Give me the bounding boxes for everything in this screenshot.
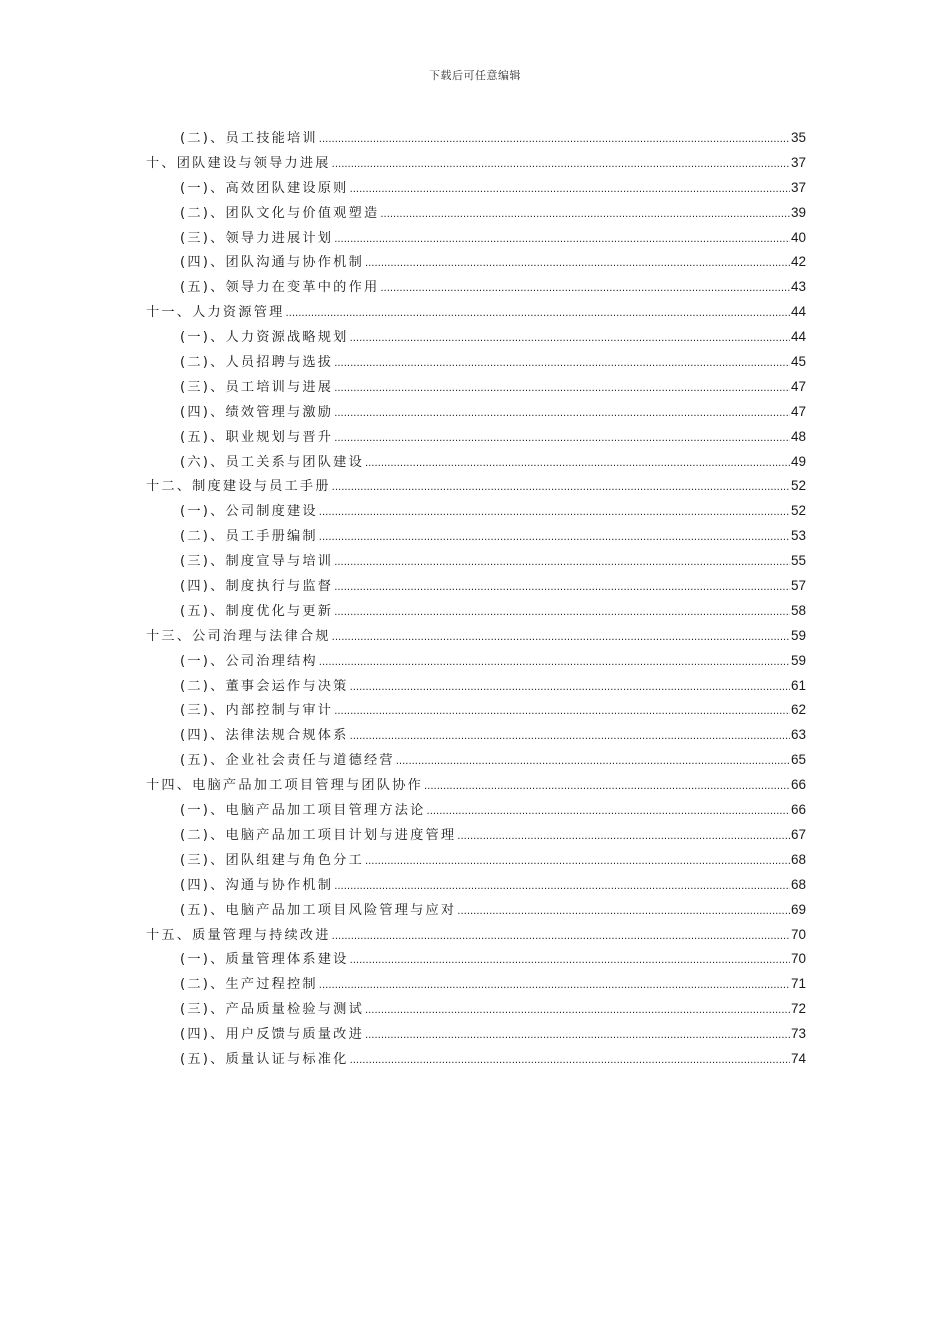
toc-page-number: 67 <box>790 826 806 842</box>
toc-dot-leader <box>365 999 790 1024</box>
toc-chapter-entry[interactable] <box>146 923 806 948</box>
toc-dot-leader <box>380 203 790 228</box>
toc-section-entry[interactable] <box>146 400 806 425</box>
toc-page-number: 71 <box>790 976 806 992</box>
toc-page-number: 45 <box>790 354 806 370</box>
toc-dot-leader <box>350 949 790 974</box>
toc-page-number: 42 <box>790 254 806 270</box>
toc-page-number: 59 <box>790 652 806 668</box>
toc-dot-leader <box>334 402 790 427</box>
toc-dot-leader <box>350 1049 790 1074</box>
toc-entry-title: (五)、质量认证与标准化 <box>180 1051 349 1067</box>
toc-entry-title: (五)、领导力在变革中的作用 <box>180 280 380 296</box>
toc-section-entry[interactable] <box>146 375 806 400</box>
toc-section-entry[interactable] <box>146 848 806 873</box>
toc-page-number: 69 <box>790 901 806 917</box>
toc-dot-leader <box>350 178 790 203</box>
toc-dot-leader <box>332 626 790 651</box>
toc-entry-title: (一)、高效团队建设原则 <box>180 180 349 196</box>
toc-section-entry[interactable] <box>146 674 806 699</box>
toc-dot-leader <box>286 302 790 327</box>
toc-entry-title: (四)、团队沟通与协作机制 <box>180 255 364 271</box>
toc-page-number: 68 <box>790 851 806 867</box>
toc-entry-title: (四)、用户反馈与质量改进 <box>180 1027 364 1043</box>
toc-entry-title: (三)、员工培训与进展 <box>180 379 334 395</box>
toc-entry-title: (一)、电脑产品加工项目管理方法论 <box>180 803 426 819</box>
toc-section-entry[interactable] <box>146 325 806 350</box>
toc-entry-title: (四)、法律法规合规体系 <box>180 728 349 744</box>
toc-dot-leader <box>334 576 790 601</box>
toc-dot-leader <box>334 700 790 725</box>
toc-entry-title: (四)、绩效管理与激励 <box>180 404 334 420</box>
toc-page-number: 58 <box>790 602 806 618</box>
toc-page-number: 73 <box>790 1026 806 1042</box>
toc-page-number: 48 <box>790 428 806 444</box>
toc-page-number: 70 <box>790 926 806 942</box>
toc-entry-title: (一)、人力资源战略规划 <box>180 330 349 346</box>
toc-entry-title: (二)、团队文化与价值观塑造 <box>180 205 380 221</box>
toc-section-entry[interactable] <box>146 997 806 1022</box>
toc-page-number: 66 <box>790 802 806 818</box>
toc-entry-title: (四)、制度执行与监督 <box>180 579 334 595</box>
toc-section-entry[interactable] <box>146 947 806 972</box>
toc-dot-leader <box>365 252 790 277</box>
toc-page-number: 59 <box>790 627 806 643</box>
toc-dot-leader <box>319 128 790 153</box>
toc-dot-leader <box>334 601 790 626</box>
toc-entry-title: (三)、制度宣导与培训 <box>180 554 334 570</box>
toc-page-number: 47 <box>790 403 806 419</box>
toc-dot-leader <box>350 725 790 750</box>
toc-section-entry[interactable] <box>146 201 806 226</box>
toc-section-entry[interactable] <box>146 873 806 898</box>
toc-page-number: 44 <box>790 329 806 345</box>
page-header-note: 下载后可任意编辑 <box>429 69 521 82</box>
toc-section-entry[interactable] <box>146 649 806 674</box>
toc-dot-leader <box>365 850 790 875</box>
toc-section-entry[interactable] <box>146 1047 806 1072</box>
toc-dot-leader <box>380 277 790 302</box>
toc-page-number: 57 <box>790 578 806 594</box>
toc-dot-leader <box>350 676 790 701</box>
toc-page-number: 53 <box>790 528 806 544</box>
toc-section-entry[interactable] <box>146 698 806 723</box>
toc-section-entry[interactable] <box>146 823 806 848</box>
toc-section-entry[interactable] <box>146 176 806 201</box>
toc-section-entry[interactable] <box>146 226 806 251</box>
toc-entry-title: 十一、人力资源管理 <box>146 305 285 321</box>
toc-section-entry[interactable] <box>146 250 806 275</box>
toc-entry-title: (二)、电脑产品加工项目计划与进度管理 <box>180 827 457 843</box>
toc-page-number: 74 <box>790 1050 806 1066</box>
toc-entry-title: (五)、企业社会责任与道德经营 <box>180 753 395 769</box>
toc-section-entry[interactable] <box>146 1022 806 1047</box>
toc-dot-leader <box>396 750 790 775</box>
toc-page-number: 35 <box>790 130 806 145</box>
toc-page-number: 44 <box>790 304 806 320</box>
toc-section-entry[interactable] <box>146 599 806 624</box>
toc-page-number: 37 <box>790 154 806 170</box>
toc-dot-leader <box>365 1024 790 1049</box>
toc-entry-title: (二)、员工手册编制 <box>180 529 318 545</box>
table-of-contents <box>146 126 806 1072</box>
toc-page-number: 43 <box>790 279 806 295</box>
toc-page-number: 49 <box>790 453 806 469</box>
toc-entry-title: (一)、公司制度建设 <box>180 504 318 520</box>
toc-section-entry[interactable] <box>146 275 806 300</box>
toc-page-number: 66 <box>790 777 806 793</box>
toc-entry-title: (二)、生产过程控制 <box>180 977 318 993</box>
toc-chapter-entry[interactable] <box>146 624 806 649</box>
toc-dot-leader <box>365 452 790 477</box>
toc-entry-title: 十三、公司治理与法律合规 <box>146 628 331 644</box>
toc-section-entry[interactable] <box>146 549 806 574</box>
toc-entry-title: (五)、电脑产品加工项目风险管理与应对 <box>180 902 457 918</box>
toc-entry-title: (二)、董事会运作与决策 <box>180 678 349 694</box>
toc-chapter-entry[interactable] <box>146 474 806 499</box>
toc-section-entry[interactable] <box>146 524 806 549</box>
toc-page-number: 68 <box>790 876 806 892</box>
toc-page-number: 65 <box>790 752 806 768</box>
toc-entry-title: 十、团队建设与领导力进展 <box>146 155 331 171</box>
toc-page-number: 62 <box>790 702 806 718</box>
toc-page-number: 52 <box>790 478 806 494</box>
toc-dot-leader <box>334 377 790 402</box>
toc-entry-title: (一)、质量管理体系建设 <box>180 952 349 968</box>
toc-entry-title: (三)、领导力进展计划 <box>180 230 334 246</box>
toc-page-number: 70 <box>790 951 806 967</box>
toc-dot-leader <box>319 974 790 999</box>
toc-section-entry[interactable] <box>146 898 806 923</box>
toc-entry-title: (六)、员工关系与团队建设 <box>180 454 364 470</box>
toc-dot-leader <box>424 775 790 800</box>
toc-entry-title: 十二、制度建设与员工手册 <box>146 479 331 495</box>
toc-section-entry[interactable] <box>146 499 806 524</box>
toc-page-number: 37 <box>790 179 806 195</box>
toc-page-number: 61 <box>790 677 806 693</box>
toc-dot-leader <box>334 352 790 377</box>
toc-entry-title: 十五、质量管理与持续改进 <box>146 927 331 943</box>
toc-entry-title: (五)、职业规划与晋升 <box>180 429 334 445</box>
toc-page-number: 52 <box>790 503 806 519</box>
toc-entry-title: (三)、团队组建与角色分工 <box>180 852 364 868</box>
toc-entry-title: (四)、沟通与协作机制 <box>180 877 334 893</box>
toc-dot-leader <box>350 327 790 352</box>
toc-page-number: 63 <box>790 727 806 743</box>
toc-section-entry[interactable] <box>146 748 806 773</box>
toc-entry-title: (二)、员工技能培训 <box>180 131 318 146</box>
toc-section-entry[interactable] <box>146 425 806 450</box>
toc-dot-leader <box>334 875 790 900</box>
toc-section-entry[interactable] <box>146 126 806 151</box>
toc-section-entry[interactable] <box>146 723 806 748</box>
toc-section-entry[interactable] <box>146 450 806 475</box>
toc-section-entry[interactable] <box>146 972 806 997</box>
toc-page-number: 47 <box>790 378 806 394</box>
toc-dot-leader <box>334 427 790 452</box>
toc-entry-title: 十四、电脑产品加工项目管理与团队协作 <box>146 778 423 794</box>
toc-chapter-entry[interactable] <box>146 773 806 798</box>
toc-dot-leader <box>457 825 790 850</box>
toc-dot-leader <box>319 526 790 551</box>
toc-entry-title: (五)、制度优化与更新 <box>180 603 334 619</box>
toc-chapter-entry[interactable] <box>146 300 806 325</box>
toc-dot-leader <box>332 925 790 950</box>
toc-entry-title: (三)、内部控制与审计 <box>180 703 334 719</box>
toc-page-number: 55 <box>790 553 806 569</box>
toc-page-number: 40 <box>790 229 806 245</box>
toc-dot-leader <box>332 476 790 501</box>
toc-entry-title: (二)、人员招聘与选拔 <box>180 355 334 371</box>
toc-dot-leader <box>334 228 790 253</box>
toc-dot-leader <box>319 651 790 676</box>
toc-dot-leader <box>332 153 790 178</box>
toc-entry-title: (一)、公司治理结构 <box>180 653 318 669</box>
toc-chapter-entry[interactable] <box>146 151 806 176</box>
toc-page-number: 39 <box>790 204 806 220</box>
toc-dot-leader <box>334 551 790 576</box>
toc-section-entry[interactable] <box>146 350 806 375</box>
toc-dot-leader <box>427 800 790 825</box>
toc-entry-title: (三)、产品质量检验与测试 <box>180 1002 364 1018</box>
toc-dot-leader <box>457 900 790 925</box>
toc-section-entry[interactable] <box>146 574 806 599</box>
toc-page-number: 72 <box>790 1001 806 1017</box>
toc-dot-leader <box>319 501 790 526</box>
toc-section-entry[interactable] <box>146 798 806 823</box>
